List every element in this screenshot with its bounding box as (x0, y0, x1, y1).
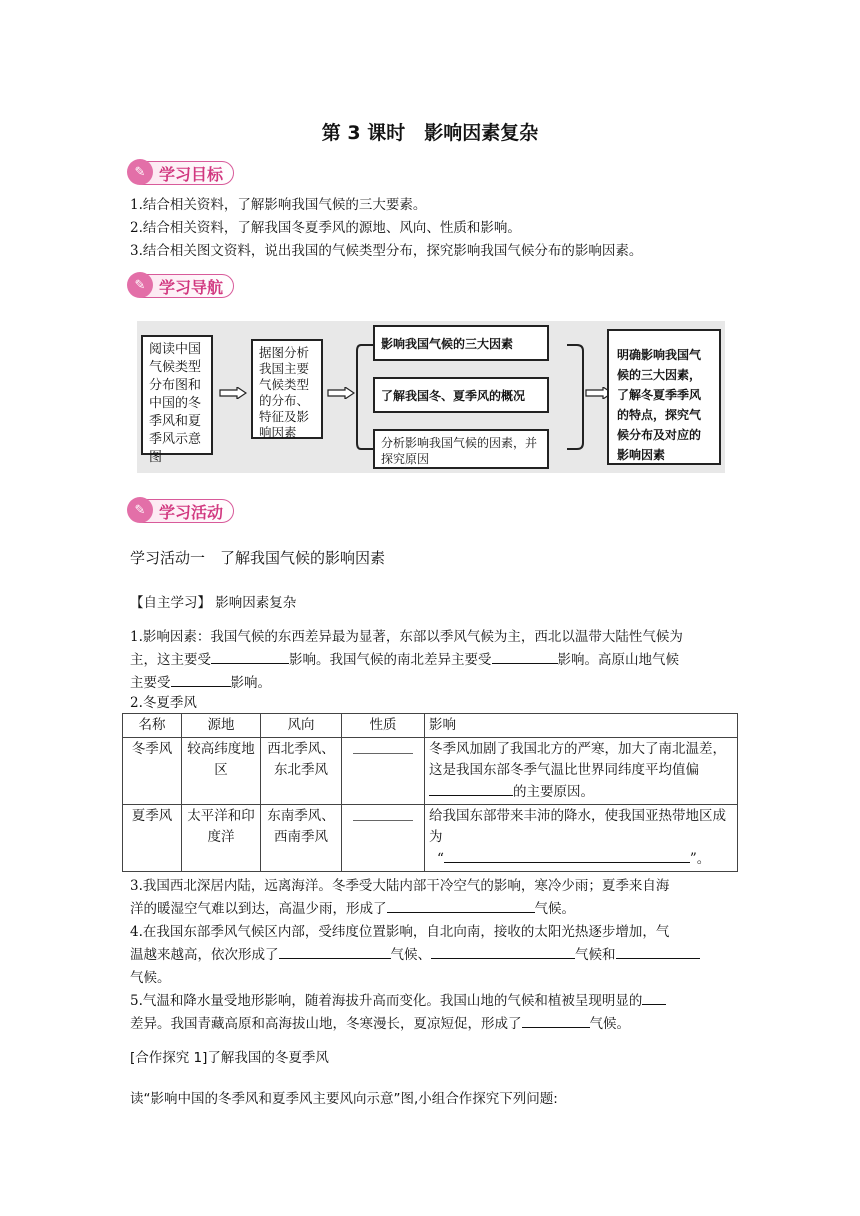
q3-line: 3.我国西北深居内陆，远离海洋。冬季受大陆内部干冷空气的影响，寒冷少雨；夏季来自海 (130, 878, 670, 894)
text: 洋的暖湿空气难以到达，高温少雨，形成了 (130, 901, 387, 917)
goal-item: 3.结合相关图文资料，说出我国的气候类型分布，探究影响我国气候分布的影响因素。 (130, 243, 643, 259)
cell-source: 太平洋和印度洋 (182, 805, 261, 872)
answer-blank[interactable] (353, 739, 413, 754)
q1-line (130, 672, 271, 694)
cell-direction: 东南季风、西南季风 (261, 805, 342, 872)
text: 影响。我国气候的南北差异主要受 (289, 652, 492, 668)
answer-blank[interactable] (211, 649, 289, 664)
flow-box-analyze: 据图分析我国主要气候类型的分布、特征及影响因素 (251, 339, 323, 439)
text: 气候、 (390, 947, 431, 963)
text: 气候和 (575, 947, 616, 963)
table-header: 影响 (425, 714, 738, 738)
section-tag-activity (130, 498, 234, 524)
q4-line: 气候。 (130, 970, 171, 986)
q3-line (130, 898, 575, 920)
table-header: 源地 (182, 714, 261, 738)
flow-box-read: 阅读中国气候类型分布图和中国的冬季风和夏季风示意图 (141, 335, 213, 455)
flow-box-factors: 影响我国气候的三大因素 (373, 325, 549, 361)
arrow-right-icon (327, 387, 355, 399)
flow-box-monsoon: 了解我国冬、夏季风的概况 (373, 377, 549, 413)
q1-line: 1.影响因素：我国气候的东西差异最为显著，东部以季风气候为主，西北以温带大陆性气候为 (130, 629, 683, 645)
book-icon: ✎ (127, 159, 153, 185)
answer-blank[interactable] (444, 848, 690, 863)
answer-blank[interactable] (492, 649, 558, 664)
table-header: 风向 (261, 714, 342, 738)
text: 的主要原因。 (513, 784, 594, 800)
text: “ (437, 851, 444, 867)
answer-blank[interactable] (353, 806, 413, 821)
section-label: 学习目标 (159, 164, 224, 184)
text: 主，这主要受 (130, 652, 211, 668)
answer-blank[interactable] (522, 1013, 590, 1028)
section-tag-goals (130, 160, 234, 186)
monsoon-table (122, 713, 738, 872)
text: 气候。 (589, 1016, 630, 1032)
cell-property (342, 738, 425, 805)
table-header: 性质 (342, 714, 425, 738)
text: 温越来越高，依次形成了 (130, 947, 279, 963)
answer-blank[interactable] (642, 990, 666, 1005)
q5-line (130, 990, 666, 1012)
text: 冬季风加剧了我国北方的严寒，加大了南北温差，这是我国东部冬季气温比世界同纬度平均值偏 (429, 741, 726, 778)
cell-source: 较高纬度地区 (182, 738, 261, 805)
text: 气候。 (534, 901, 575, 917)
table-header: 名称 (123, 714, 182, 738)
answer-blank[interactable] (171, 672, 231, 687)
arrow-right-icon (219, 387, 247, 399)
section-label: 学习导航 (159, 277, 224, 297)
text: 影响。 (230, 675, 271, 691)
cell-name: 冬季风 (123, 738, 182, 805)
text: 给我国东部带来丰沛的降水，使我国亚热带地区成为 (429, 808, 726, 845)
text: 主要受 (130, 675, 171, 691)
coop-heading: [合作探究 1]了解我国的冬夏季风 (130, 1050, 329, 1066)
answer-blank[interactable] (616, 944, 700, 959)
table-row (123, 805, 738, 872)
answer-blank[interactable] (279, 944, 391, 959)
table-header-row (123, 714, 738, 738)
self-study-heading: 【自主学习】 影响因素复杂 (130, 595, 297, 611)
text: 影响。高原山地气候 (557, 652, 679, 668)
reading-instruction: 读“影响中国的冬季风和夏季风主要风向示意”图,小组合作探究下列问题: (130, 1091, 558, 1107)
q4-line: 4.在我国东部季风气候区内部，受纬度位置影响，自北向南，接收的太阳光热逐步增加，气 (130, 924, 670, 940)
goal-item: 1.结合相关资料，了解影响我国气候的三大要素。 (130, 197, 427, 213)
q1-line (130, 649, 679, 671)
answer-blank[interactable] (431, 944, 575, 959)
flow-box-explore: 分析影响我国气候的因素，并探究原因 (373, 429, 549, 469)
answer-blank[interactable] (387, 898, 535, 913)
text: ”。 (689, 851, 711, 867)
q2-line: 2.冬夏季风 (130, 695, 197, 711)
answer-blank[interactable] (429, 781, 513, 796)
goal-item: 2.结合相关资料，了解我国冬夏季风的源地、风向、性质和影响。 (130, 220, 521, 236)
q4-line (130, 944, 700, 966)
cell-direction: 西北季风、东北季风 (261, 738, 342, 805)
section-label: 学习活动 (159, 502, 224, 522)
text: 5.气温和降水量受地形影响，随着海拔升高而变化。我国山地的气候和植被呈现明显的 (130, 993, 643, 1009)
table-row (123, 738, 738, 805)
cell-effect (425, 805, 738, 872)
cell-name: 夏季风 (123, 805, 182, 872)
cell-property (342, 805, 425, 872)
book-icon: ✎ (127, 497, 153, 523)
text: 差异。我国青藏高原和高海拔山地，冬寒漫长，夏凉短促，形成了 (130, 1016, 522, 1032)
section-tag-nav (130, 273, 234, 299)
book-icon: ✎ (127, 272, 153, 298)
activity-title: 学习活动一 了解我国气候的影响因素 (130, 549, 386, 567)
page-title: 第 3 课时 影响因素复杂 (321, 122, 539, 144)
cell-effect (425, 738, 738, 805)
flow-diagram (137, 321, 725, 473)
q5-line (130, 1013, 630, 1035)
flow-box-result: 明确影响我国气候的三大因素，了解冬夏季季风的特点，探究气候分布及对应的影响因素 (607, 329, 721, 465)
